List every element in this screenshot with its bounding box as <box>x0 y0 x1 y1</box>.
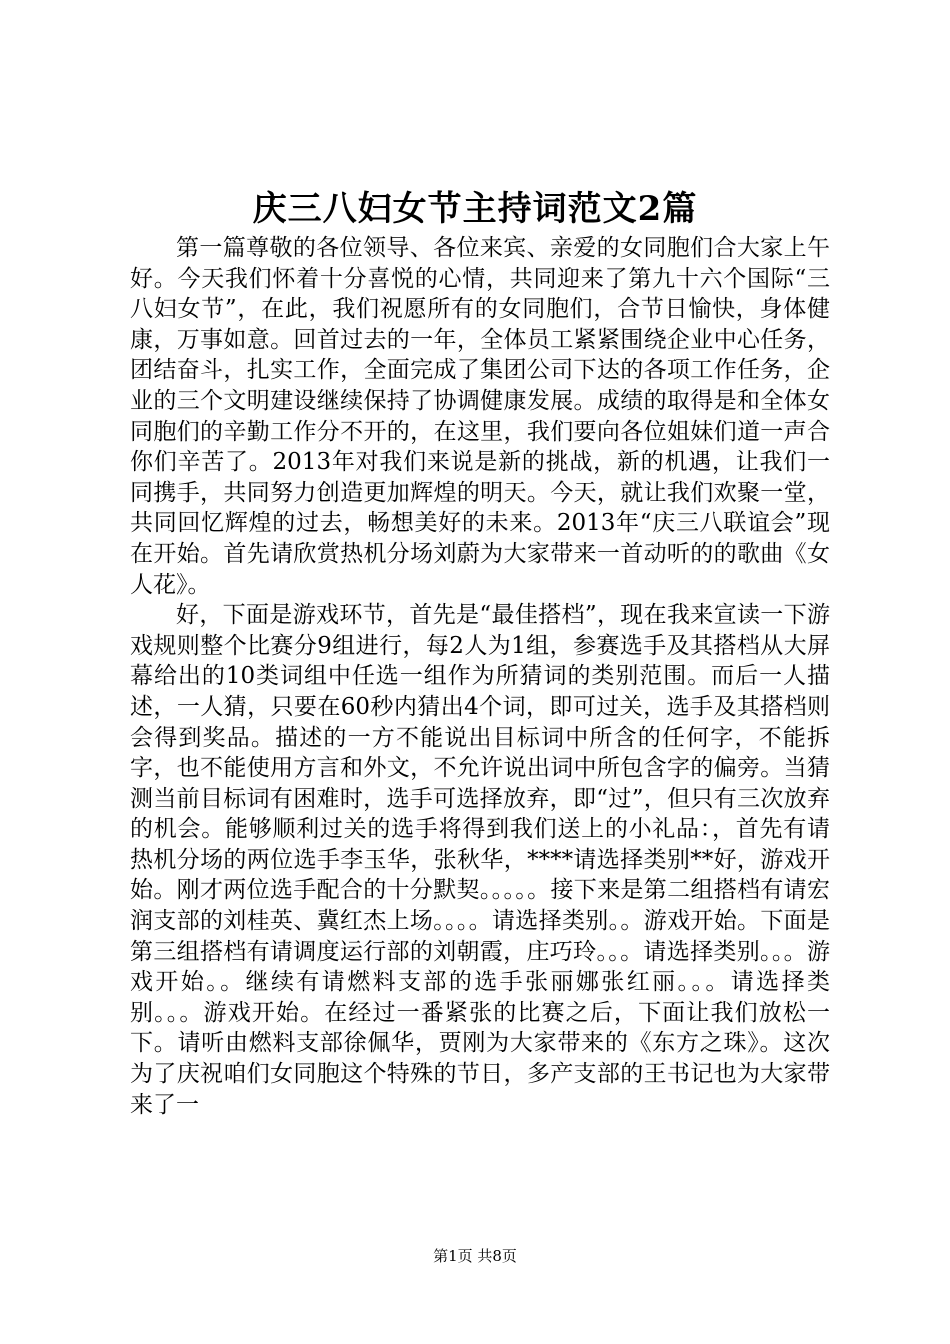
document-title: 庆三八妇女节主持词范文2篇 <box>252 189 698 229</box>
paragraph-opening-remarks: 第一篇尊敬的各位领导、各位来宾、亲爱的女同胞们合大家上午好。今天我们怀着十分喜悦的心情，共同迎来了第九十六个国际“三八妇女节”，在此，我们祝愿所有的女同胞们，合节日愉快，身体健康，万事如意。回首过去的一年，全体员工紧紧围绕企业中心任务，团结奋斗，扎实工作，全面完成了集团公司下达的各项工作任务，企业的三个文明建设继续保持了协调健康发展。成绩的取得是和全体女同胞们的辛勤工作分不开的，在这里，我们要向各位姐妹们道一声合你们辛苦了。2013年对我们来说是新的挑战，新的机遇，让我们一同携手，共同努力创造更加辉煌的明天。今天，就让我们欢聚一堂，共同回忆辉煌的过去，畅想美好的未来。2013年“庆三八联谊会”现在开始。首先请欣赏热机分场刘蔚为大家带来一首动听的的歌曲《女人花》。 <box>130 235 830 598</box>
document-body <box>130 233 830 1120</box>
page-number-footer: 第1页 共8页 <box>433 1247 517 1265</box>
paragraph-game-section: 好，下面是游戏环节，首先是“最佳搭档”，现在我来宣读一下游戏规则整个比赛分9组进行，每2人为1组，参赛选手及其搭档从大屏幕给出的10类词组中任选一组作为所猜词的类别范围。而后一人描述，一人猜，只要在60秒内猜出4个词，即可过关，选手及其搭档则会得到奖品。描述的一方不能说出目标词中所含的任何字，不能拆字，也不能使用方言和外文，不允许说出词中所包含字的偏旁。当猜测当前目标词有困难时，选手可选择放弃，即“过”，但只有三次放弃的机会。能够顺利过关的选手将得到我们送上的小礼品：，首先有请热机分场的两位选手李玉华，张秋华，****请选择类别**好，游戏开始。刚才两位选手配合的十分默契。。。。。接下来是第二组搭档有请宏润支部的刘桂英、冀红杰上场。。。。请选择类别。。游戏开始。下面是第三组搭档有请调度运行部的刘朝霞，庄巧玲。。。请选择类别。。。游戏开始。。继续有请燃料支部的选手张丽娜张红丽。。。请选择类别。。。游戏开始。在经过一番紧张的比赛之后，下面让我们放松一下。请听由燃料支部徐佩华，贾刚为大家带来的《东方之珠》。这次为了庆祝咱们女同胞这个特殊的节日，多产支部的王书记也为大家带来了一 <box>130 602 830 1118</box>
